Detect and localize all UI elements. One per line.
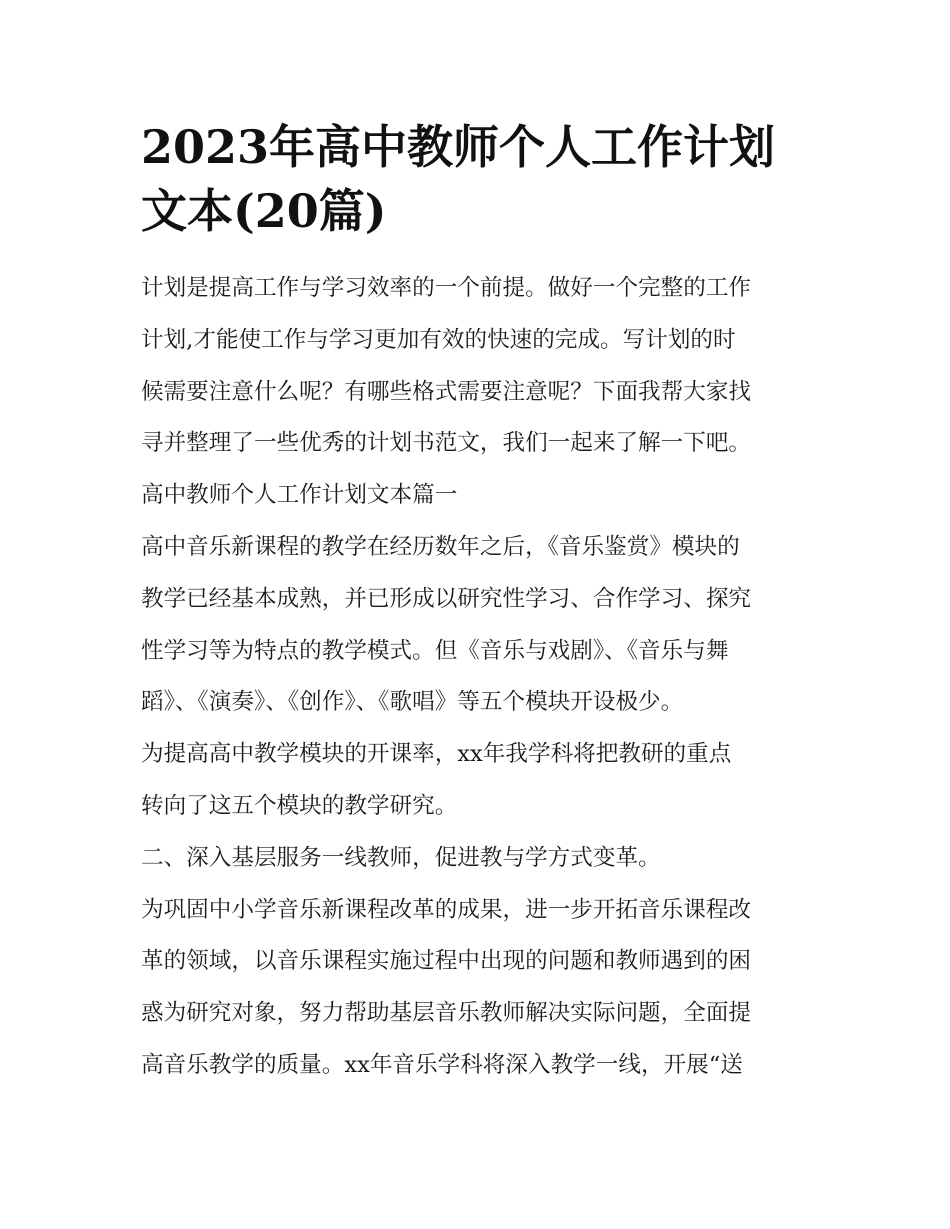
subsection-heading: [141, 833, 813, 885]
text-line: 蹈》、《演奏》、《创作》、《歌唱》等五个模块开设极少。: [141, 689, 684, 716]
text-line: 计划是提高工作与学习效率的一个前提。做好一个完整的工作: [141, 275, 752, 301]
document-title: [141, 115, 813, 243]
text-line: 性学习等为特点的教学模式。但《音乐与戏剧》、《音乐与舞: [141, 637, 729, 664]
title-line: 2023年高中教师个人工作计划: [141, 120, 776, 174]
text-line: 候需要注意什么呢？有哪些格式需要注意呢？下面我帮大家找: [141, 378, 752, 405]
text-line: 为提高高中教学模块的开课率，xx年我学科将把教研的重点: [141, 741, 732, 768]
body-paragraph: [141, 522, 813, 833]
document-body: [141, 263, 813, 1092]
text-line: 教学已经基本成熟，并已形成以研究性学习、合作学习、探究: [141, 585, 752, 612]
intro-paragraph: [141, 263, 813, 470]
body-paragraph: [141, 885, 813, 1092]
text-line: 惑为研究对象，努力帮助基层音乐教师解决实际问题，全面提: [141, 1000, 752, 1027]
text-line: 为巩固中小学音乐新课程改革的成果，进一步开拓音乐课程改: [141, 896, 752, 923]
text-line: 寻并整理了一些优秀的计划书范文，我们一起来了解一下吧。: [141, 430, 752, 457]
text-line: 高中音乐新课程的教学在经历数年之后，《音乐鉴赏》模块的: [141, 533, 740, 560]
text-line: 转向了这五个模块的教学研究。: [141, 792, 458, 819]
section-heading: [141, 470, 813, 522]
text-line: 革的领域，以音乐课程实施过程中出现的问题和教师遇到的困: [141, 948, 752, 975]
title-line: 文本(20篇): [141, 184, 387, 238]
text-line: 二、深入基层服务一线教师，促进教与学方式变革。: [141, 844, 661, 871]
text-line: 高音乐教学的质量。xx年音乐学科将深入教学一线，开展“送: [141, 1051, 743, 1078]
text-line: 计划,才能使工作与学习更加有效的快速的完成。写计划的时: [141, 326, 736, 353]
text-line: 高中教师个人工作计划文本篇一: [141, 482, 458, 509]
document-content: [141, 115, 813, 1092]
